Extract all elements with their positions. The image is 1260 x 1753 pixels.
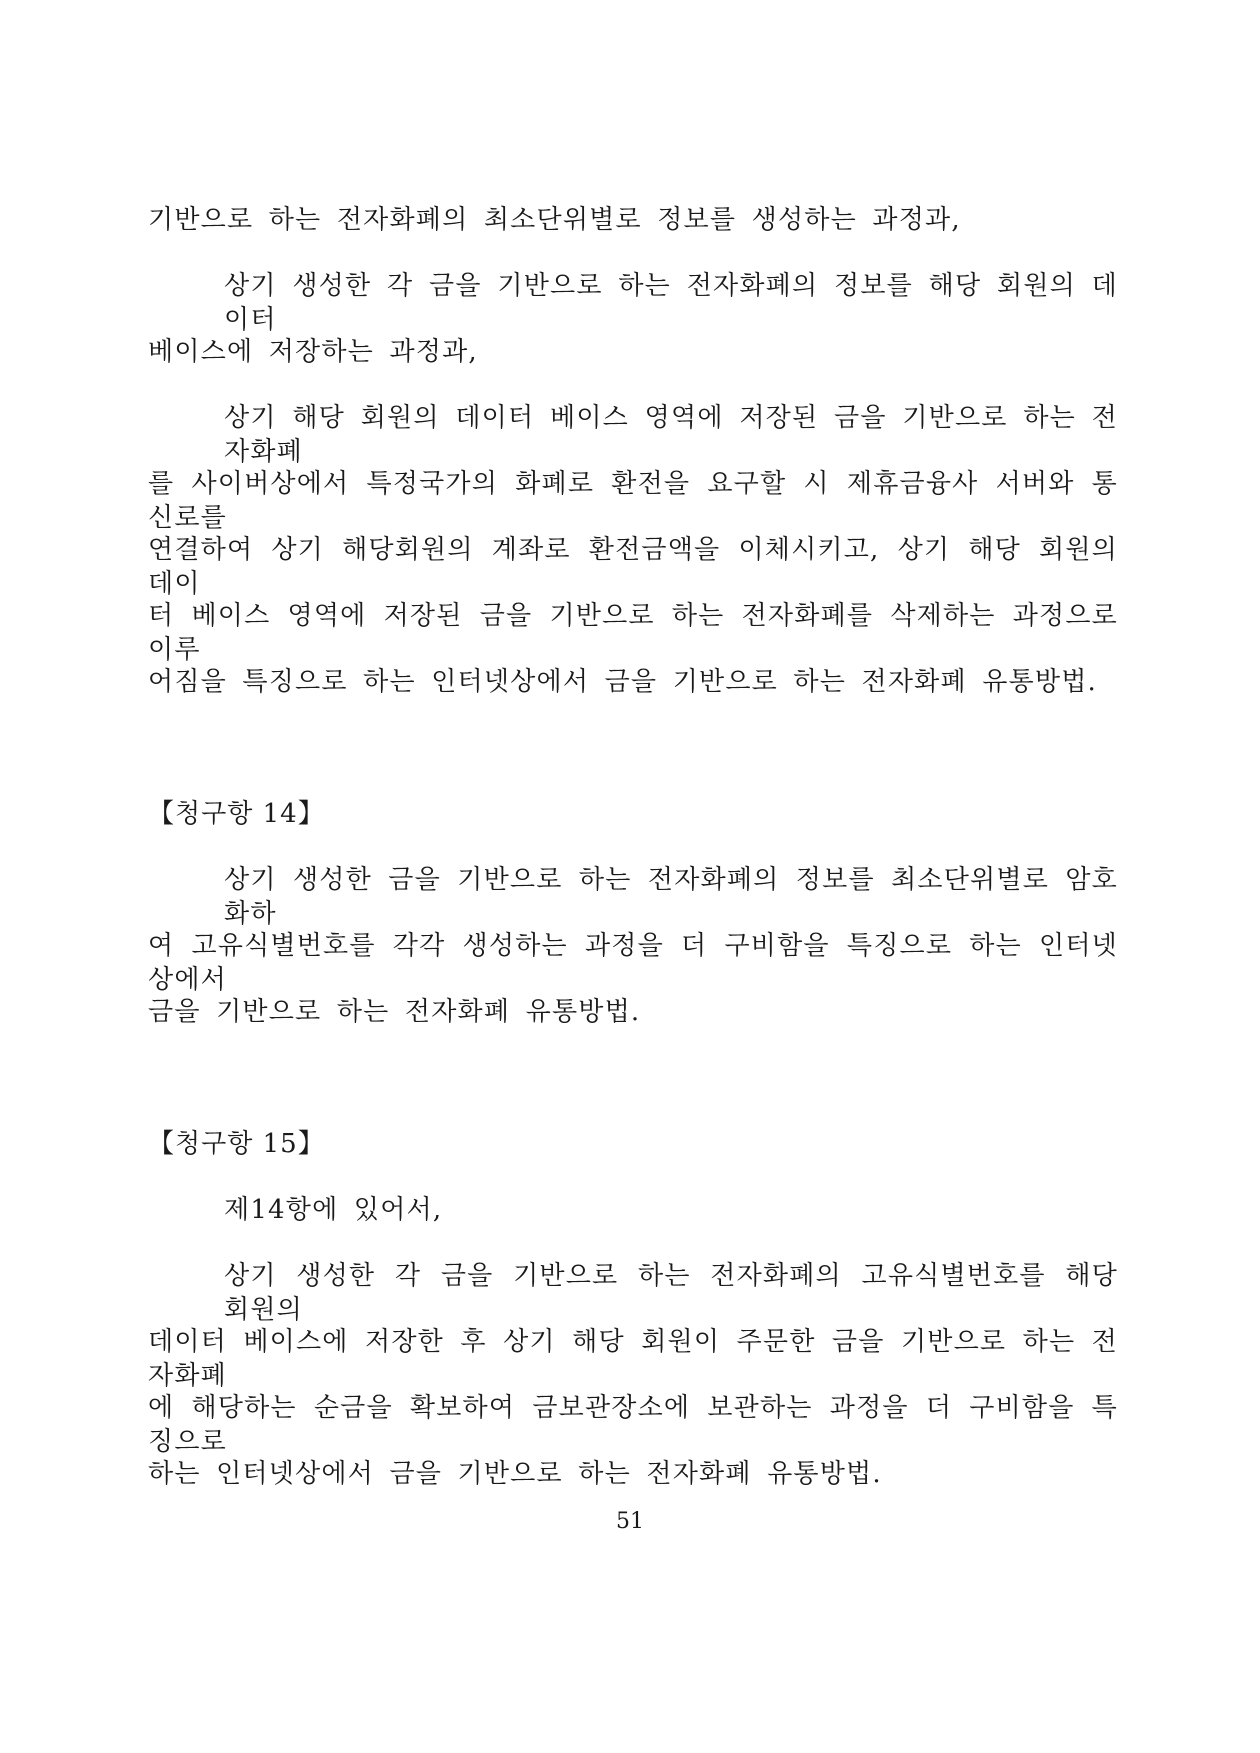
body-text-line: 터 베이스 영역에 저장된 금을 기반으로 하는 전자화폐를 삭제하는 과정으로 이루 — [148, 601, 1118, 665]
body-text-line: 상기 생성한 각 금을 기반으로 하는 전자화폐의 정보를 해당 회원의 데이터 — [224, 271, 1118, 335]
claim-14-text-line: 금을 기반으로 하는 전자화폐 유통방법. — [148, 997, 641, 1027]
page-number: 51 — [616, 1509, 644, 1534]
body-text-line: 기반으로 하는 전자화폐의 최소단위별로 정보를 생성하는 과정과, — [148, 205, 961, 235]
body-text-line: 상기 해당 회원의 데이터 베이스 영역에 저장된 금을 기반으로 하는 전자화폐 — [224, 403, 1118, 467]
body-text-line: 어짐을 특징으로 하는 인터넷상에서 금을 기반으로 하는 전자화폐 유통방법. — [148, 667, 1097, 697]
claim-15-heading: 【청구항 15】 — [148, 1129, 325, 1159]
body-text-line: 베이스에 저장하는 과정과, — [148, 337, 478, 367]
claim-15-text-line: 하는 인터넷상에서 금을 기반으로 하는 전자화폐 유통방법. — [148, 1459, 882, 1489]
body-text-line: 를 사이버상에서 특정국가의 화폐로 환전을 요구할 시 제휴금융사 서버와 통신로를 — [148, 469, 1118, 533]
claim-14-text-line: 여 고유식별번호를 각각 생성하는 과정을 더 구비함을 특징으로 하는 인터넷상에서 — [148, 931, 1118, 995]
claim-14-heading: 【청구항 14】 — [148, 799, 325, 829]
claim-15-text-line: 제14항에 있어서, — [224, 1195, 443, 1225]
claim-14-text-line: 상기 생성한 금을 기반으로 하는 전자화폐의 정보를 최소단위별로 암호화하 — [224, 865, 1118, 929]
claim-15-text-line: 데이터 베이스에 저장한 후 상기 해당 회원이 주문한 금을 기반으로 하는 전자화폐 — [148, 1327, 1118, 1391]
claim-15-text-line: 상기 생성한 각 금을 기반으로 하는 전자화폐의 고유식별번호를 해당 회원의 — [224, 1261, 1118, 1325]
claim-15-text-line: 에 해당하는 순금을 확보하여 금보관장소에 보관하는 과정을 더 구비함을 특징으로 — [148, 1393, 1118, 1457]
body-text-line: 연결하여 상기 해당회원의 계좌로 환전금액을 이체시키고, 상기 해당 회원의 데이 — [148, 535, 1118, 599]
